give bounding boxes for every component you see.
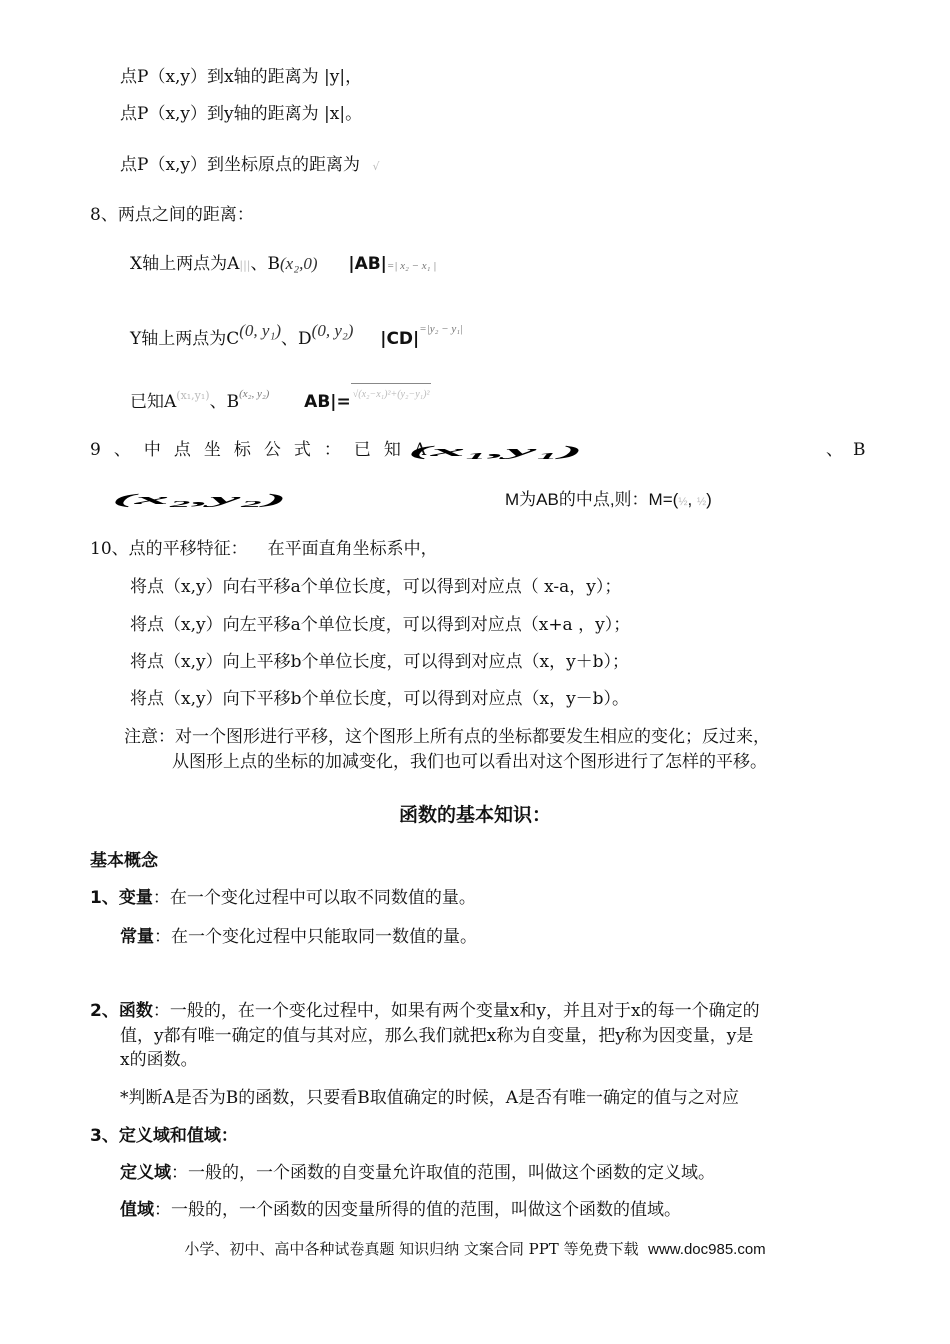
midpoint-y-formula-image: ½ (696, 496, 707, 508)
a-midpoint-coords: (x₁,y₁) (408, 442, 583, 460)
concept-variable-text: ：在一个变化过程中可以取不同数值的量。 (152, 888, 476, 908)
footer-url[interactable]: www.doc985.com (648, 1241, 766, 1258)
translate-up: 将点（x,y）向上平移b个单位长度，可以得到对应点（x，y＋b）； (130, 652, 630, 672)
midpoint-result-line (505, 489, 712, 513)
translate-left: 将点（x,y）向左平移a个单位长度，可以得到对应点（x+a ，y）； (130, 615, 631, 635)
domain-term: 定义域 (120, 1163, 171, 1183)
x-axis-points-line (130, 253, 436, 277)
x-mid: 、B (250, 254, 281, 274)
section-10-tail: 在平面直角坐标系中， (267, 539, 438, 559)
line-dist-x-axis: 点P（x,y）到x轴的距离为 |y|， (120, 67, 363, 87)
midpoint-x-formula-image: ½ (678, 496, 688, 508)
a-general-coord-image: (x₁,y₁) (176, 389, 210, 402)
k-mid: 、B (209, 392, 240, 412)
y-prefix: Y轴上两点为C (130, 329, 240, 349)
line-dist-origin (120, 154, 379, 178)
general-distance-formula: √(x₂−x₁)²+(y₂−y₁)² (351, 383, 432, 406)
translate-down: 将点（x,y）向下平移b个单位长度，可以得到对应点（x，y－b）。 (130, 689, 630, 709)
footer-text: 小学、初中、高中各种试卷真题 知识归纳 文案合同 PPT 等免费下载 (184, 1240, 639, 1258)
ab-general-label: AB|= (304, 392, 351, 412)
domain-text: ：一般的，一个函数的自变量允许取值的范围，叫做这个函数的定义域。 (171, 1163, 715, 1183)
concept-variable-term: 变量 (118, 888, 153, 908)
c-coord: (0, y₁) (239, 321, 282, 340)
concept-variable (90, 887, 476, 909)
b-label-9: 、B (826, 440, 876, 460)
translate-right: 将点（x,y）向右平移a个单位长度，可以得到对应点（ x-a，y）； (130, 577, 622, 597)
x-distance-formula: =| x₂ − x₁ | (386, 260, 437, 272)
page-footer (0, 1238, 950, 1259)
concept-function-line-2: 值，y都有唯一确定的值与其对应，那么我们就把x称为自变量，把y称为因变量，y是 (120, 1026, 754, 1046)
midpoint-text: M为AB的中点,则：M=( (505, 490, 679, 509)
concept-2-num: 2、 (90, 1001, 119, 1021)
a-coord-image: ||| (239, 259, 251, 272)
concept-constant-text: ：在一个变化过程中只能取同一数值的量。 (154, 927, 477, 947)
y-axis-points-line (130, 321, 464, 352)
ab-label: |AB| (348, 254, 387, 274)
y-distance-formula: =|y₂ − y₁| (419, 323, 464, 335)
b-midpoint-coords: (x₂,y₂) (112, 490, 287, 508)
cd-label: |CD| (380, 329, 420, 349)
note-line-2: 从图形上点的坐标的加减变化，我们也可以看出对这个图形进行了怎样的平移。 (172, 752, 767, 772)
section-8-heading: 8、两点之间的距离： (90, 205, 254, 225)
b-coord: (x₂,0) (280, 254, 318, 273)
x-prefix: X轴上两点为A (130, 254, 240, 274)
domain-definition (120, 1162, 715, 1184)
concept-constant-term: 常量 (120, 927, 154, 947)
concept-constant (120, 926, 477, 948)
k-prefix: 已知A (130, 392, 177, 412)
line-dist-origin-text: 点P（x,y）到坐标原点的距离为 (120, 155, 361, 175)
range-term: 值域 (120, 1200, 154, 1220)
note-line-1: 注意：对一个图形进行平移，这个图形上所有点的坐标都要发生相应的变化；反过来， (124, 727, 770, 747)
concept-function-text-1: ：一般的，在一个变化过程中，如果有两个变量x和y，并且对于x的每一个确定的 (152, 1001, 760, 1021)
domain-range-heading: 3、定义域和值域： (90, 1126, 238, 1146)
function-section-title: 函数的基本知识： (398, 804, 551, 826)
b-general-coord: (x₂, y₂) (239, 388, 270, 400)
concept-function-line-1 (90, 1000, 760, 1022)
line-dist-y-axis: 点P（x,y）到y轴的距离为 |x|。 (120, 104, 363, 124)
section-9-heading: 9、中点坐标公式：已知A (90, 440, 440, 460)
concept-function-term: 函数 (118, 1001, 153, 1021)
function-judge-note: *判断A是否为B的函数，只要看B取值确定的时候，A是否有唯一确定的值与之对应 (120, 1088, 740, 1108)
midpoint-comma: , (687, 490, 693, 509)
midpoint-close: ) (706, 490, 712, 509)
concept-1-num: 1、 (90, 888, 119, 908)
general-distance-line (130, 388, 431, 416)
d-coord: (0, y₂) (311, 321, 354, 340)
section-10-heading (90, 538, 438, 560)
basic-concepts-heading: 基本概念 (90, 851, 158, 871)
y-mid: 、D (281, 329, 312, 349)
section-10-title: 10、点的平移特征： (90, 539, 248, 559)
origin-formula-image: √ (365, 160, 380, 173)
range-text: ：一般的，一个函数的因变量所得的值的范围，叫做这个函数的值域。 (154, 1200, 681, 1220)
range-definition (120, 1199, 681, 1221)
concept-function-line-3: x的函数。 (120, 1050, 198, 1070)
